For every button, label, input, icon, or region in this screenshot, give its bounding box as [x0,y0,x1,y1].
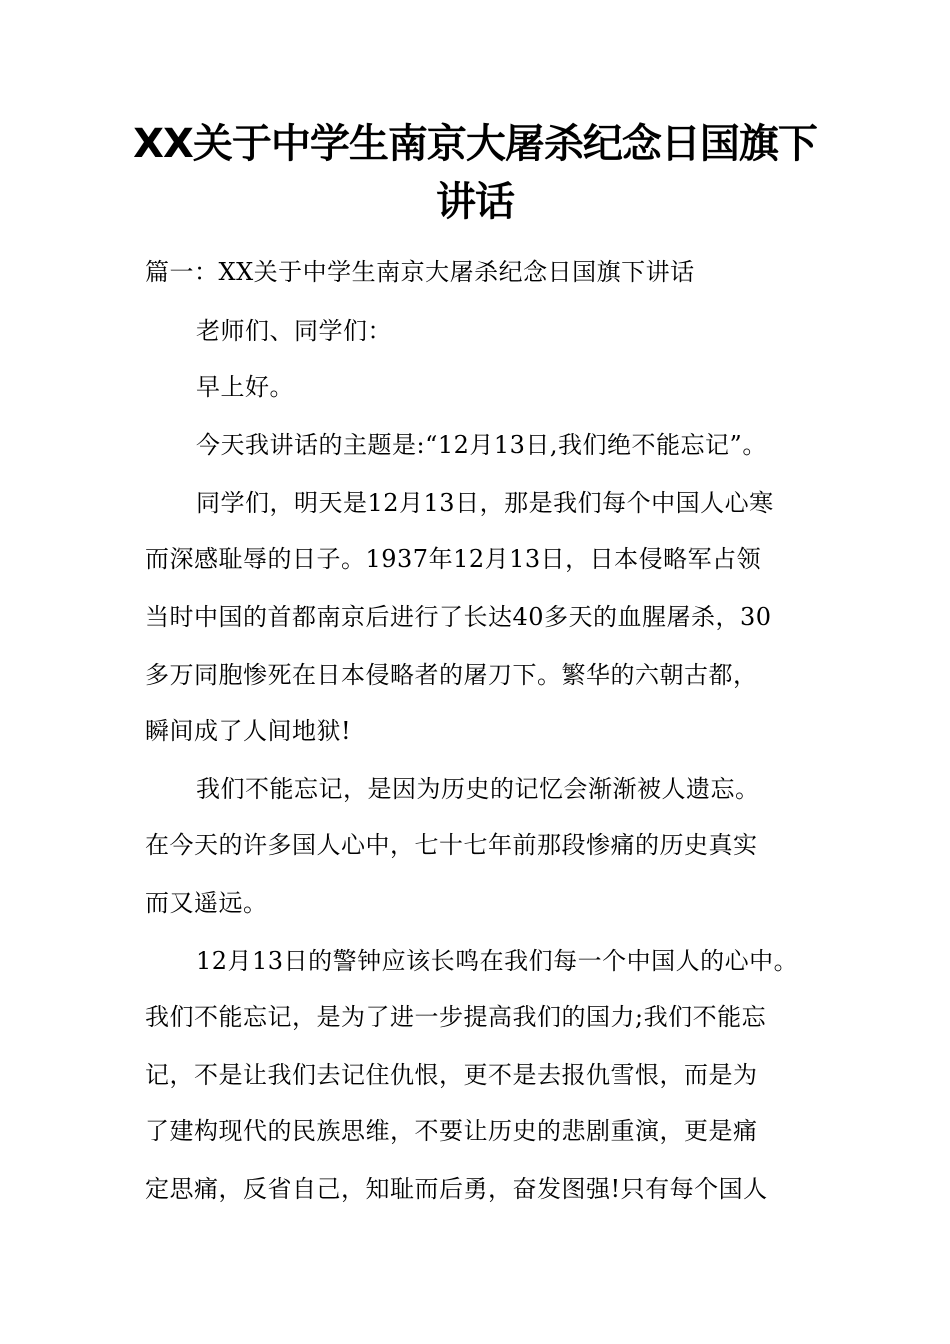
paragraph-line: 我们不能忘记，是因为历史的记忆会渐渐被人遗忘。 [196,775,760,803]
paragraph-line: 12月13日的警钟应该长鸣在我们每一个中国人的心中。 [196,947,799,975]
salutation: 老师们、同学们： [196,317,392,345]
paragraph-line: 了建构现代的民族思维，不要让历史的悲剧重演，更是痛 [145,1117,758,1145]
section-heading: 篇一：XX关于中学生南京大屠杀纪念日国旗下讲话 [145,258,695,286]
paragraph-line: 定思痛，反省自己，知耻而后勇，奋发图强!只有每个国人 [145,1175,768,1203]
paragraph-line: 而深感耻辱的日子。1937年12月13日，日本侵略军占领 [145,545,762,573]
document-title-line-1: XX关于中学生南京大屠杀纪念日国旗下 [133,121,817,167]
document-title-line-2: 讲话 [436,179,514,225]
paragraph-line: 记，不是让我们去记住仇恨，更不是去报仇雪恨，而是为 [145,1061,758,1089]
paragraph-line: 同学们，明天是12月13日，那是我们每个中国人心寒 [196,489,774,517]
paragraph-line: 我们不能忘记，是为了进一步提高我们的国力;我们不能忘 [145,1003,767,1031]
paragraph-line: 多万同胞惨死在日本侵略者的屠刀下。繁华的六朝古都， [145,661,758,689]
paragraph-line: 瞬间成了人间地狱! [145,717,352,745]
paragraph-line: 当时中国的首都南京后进行了长达40多天的血腥屠杀，30 [145,603,772,631]
paragraph-line: 在今天的许多国人心中，七十七年前那段惨痛的历史真实 [145,831,758,859]
paragraph-line: 而又遥远。 [145,889,268,917]
greeting: 早上好。 [196,373,294,401]
topic-line: 今天我讲话的主题是:“12月13日,我们绝不能忘记”。 [196,431,767,459]
